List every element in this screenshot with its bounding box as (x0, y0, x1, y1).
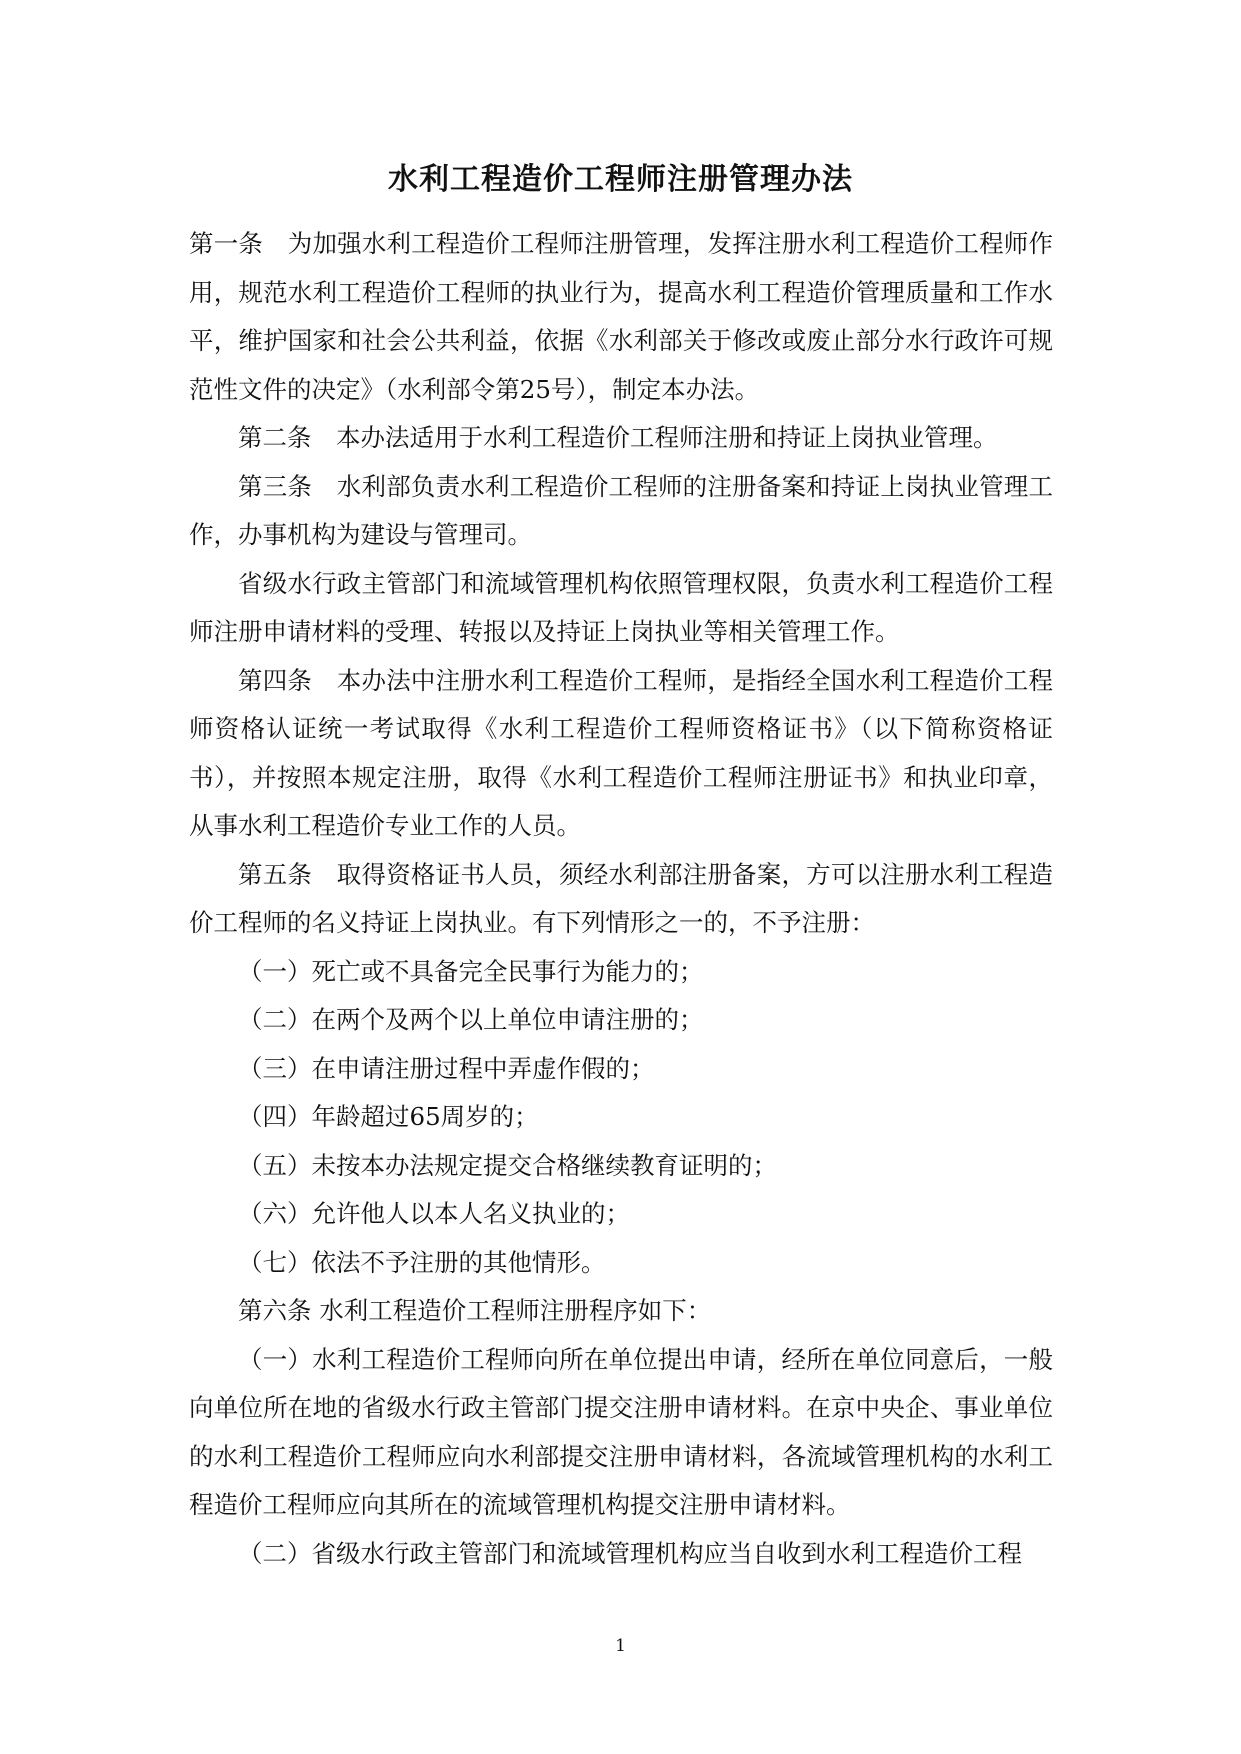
article-4-paragraph: 第四条 本办法中注册水利工程造价工程师，是指经全国水利工程造价工程师资格认证统一考试取得《水利工程造价工程师资格证书》（以下简称资格证书），并按照本规定注册，取得《水利工程造价工程师注册证书》和执业印章，从事水利工程造价专业工作的人员。 (189, 665, 1053, 840)
article-6-paragraph: 第六条 水利工程造价工程师注册程序如下： (238, 1296, 712, 1325)
article-5-item-6: （六）允许他人以本人名义执业的； (238, 1199, 630, 1228)
article-3-paragraph: 第三条 水利部负责水利工程造价工程师的注册备案和持证上岗执业管理工作，办事机构为建设与管理司。 (189, 471, 1053, 549)
article-1-paragraph: 第一条 为加强水利工程造价工程师注册管理，发挥注册水利工程造价工程师作用，规范水利工程造价工程师的执业行为，提高水利工程造价管理质量和工作水平，维护国家和社会公共利益，依据《水利部关于修改或废止部分水行政许可规范性文件的决定》（水利部令第25号），制定本办法。 (189, 229, 1053, 404)
article-2-paragraph: 第二条 本办法适用于水利工程造价工程师注册和持证上岗执业管理。 (238, 423, 998, 452)
document-title: 水利工程造价工程师注册管理办法 (388, 162, 853, 197)
article-5-item-3: （三）在申请注册过程中弄虚作假的； (238, 1053, 655, 1083)
article-5-item-1: （一）死亡或不具备完全民事行为能力的； (238, 956, 704, 986)
article-5-item-7: （七）依法不予注册的其他情形。 (238, 1247, 606, 1277)
article-6-item-1: （一）水利工程造价工程师向所在单位提出申请，经所在单位同意后，一般向单位所在地的省级水行政主管部门提交注册申请材料。在京中央企、事业单位的水利工程造价工程师应向水利部提交注册申请材料，各流域管理机构的水利工程造价工程师应向其所在的流域管理机构提交注册申请材料。 (189, 1344, 1053, 1519)
article-5-item-5: （五）未按本办法规定提交合格继续教育证明的； (238, 1150, 777, 1180)
article-6-item-2: （二）省级水行政主管部门和流域管理机构应当自收到水利工程造价工程 (238, 1538, 1022, 1568)
article-5-paragraph: 第五条 取得资格证书人员，须经水利部注册备案，方可以注册水利工程造价工程师的名义持证上岗执业。有下列情形之一的，不予注册： (189, 859, 1053, 937)
article-3-continuation-paragraph: 省级水行政主管部门和流域管理机构依照管理权限，负责水利工程造价工程师注册申请材料的受理、转报以及持证上岗执业等相关管理工作。 (189, 568, 1053, 646)
document-body (189, 220, 1053, 1578)
article-5-item-4: （四）年龄超过65周岁的； (238, 1102, 539, 1131)
page-number: 1 (615, 1636, 626, 1656)
article-5-item-2: （二）在两个及两个以上单位申请注册的； (238, 1005, 704, 1034)
